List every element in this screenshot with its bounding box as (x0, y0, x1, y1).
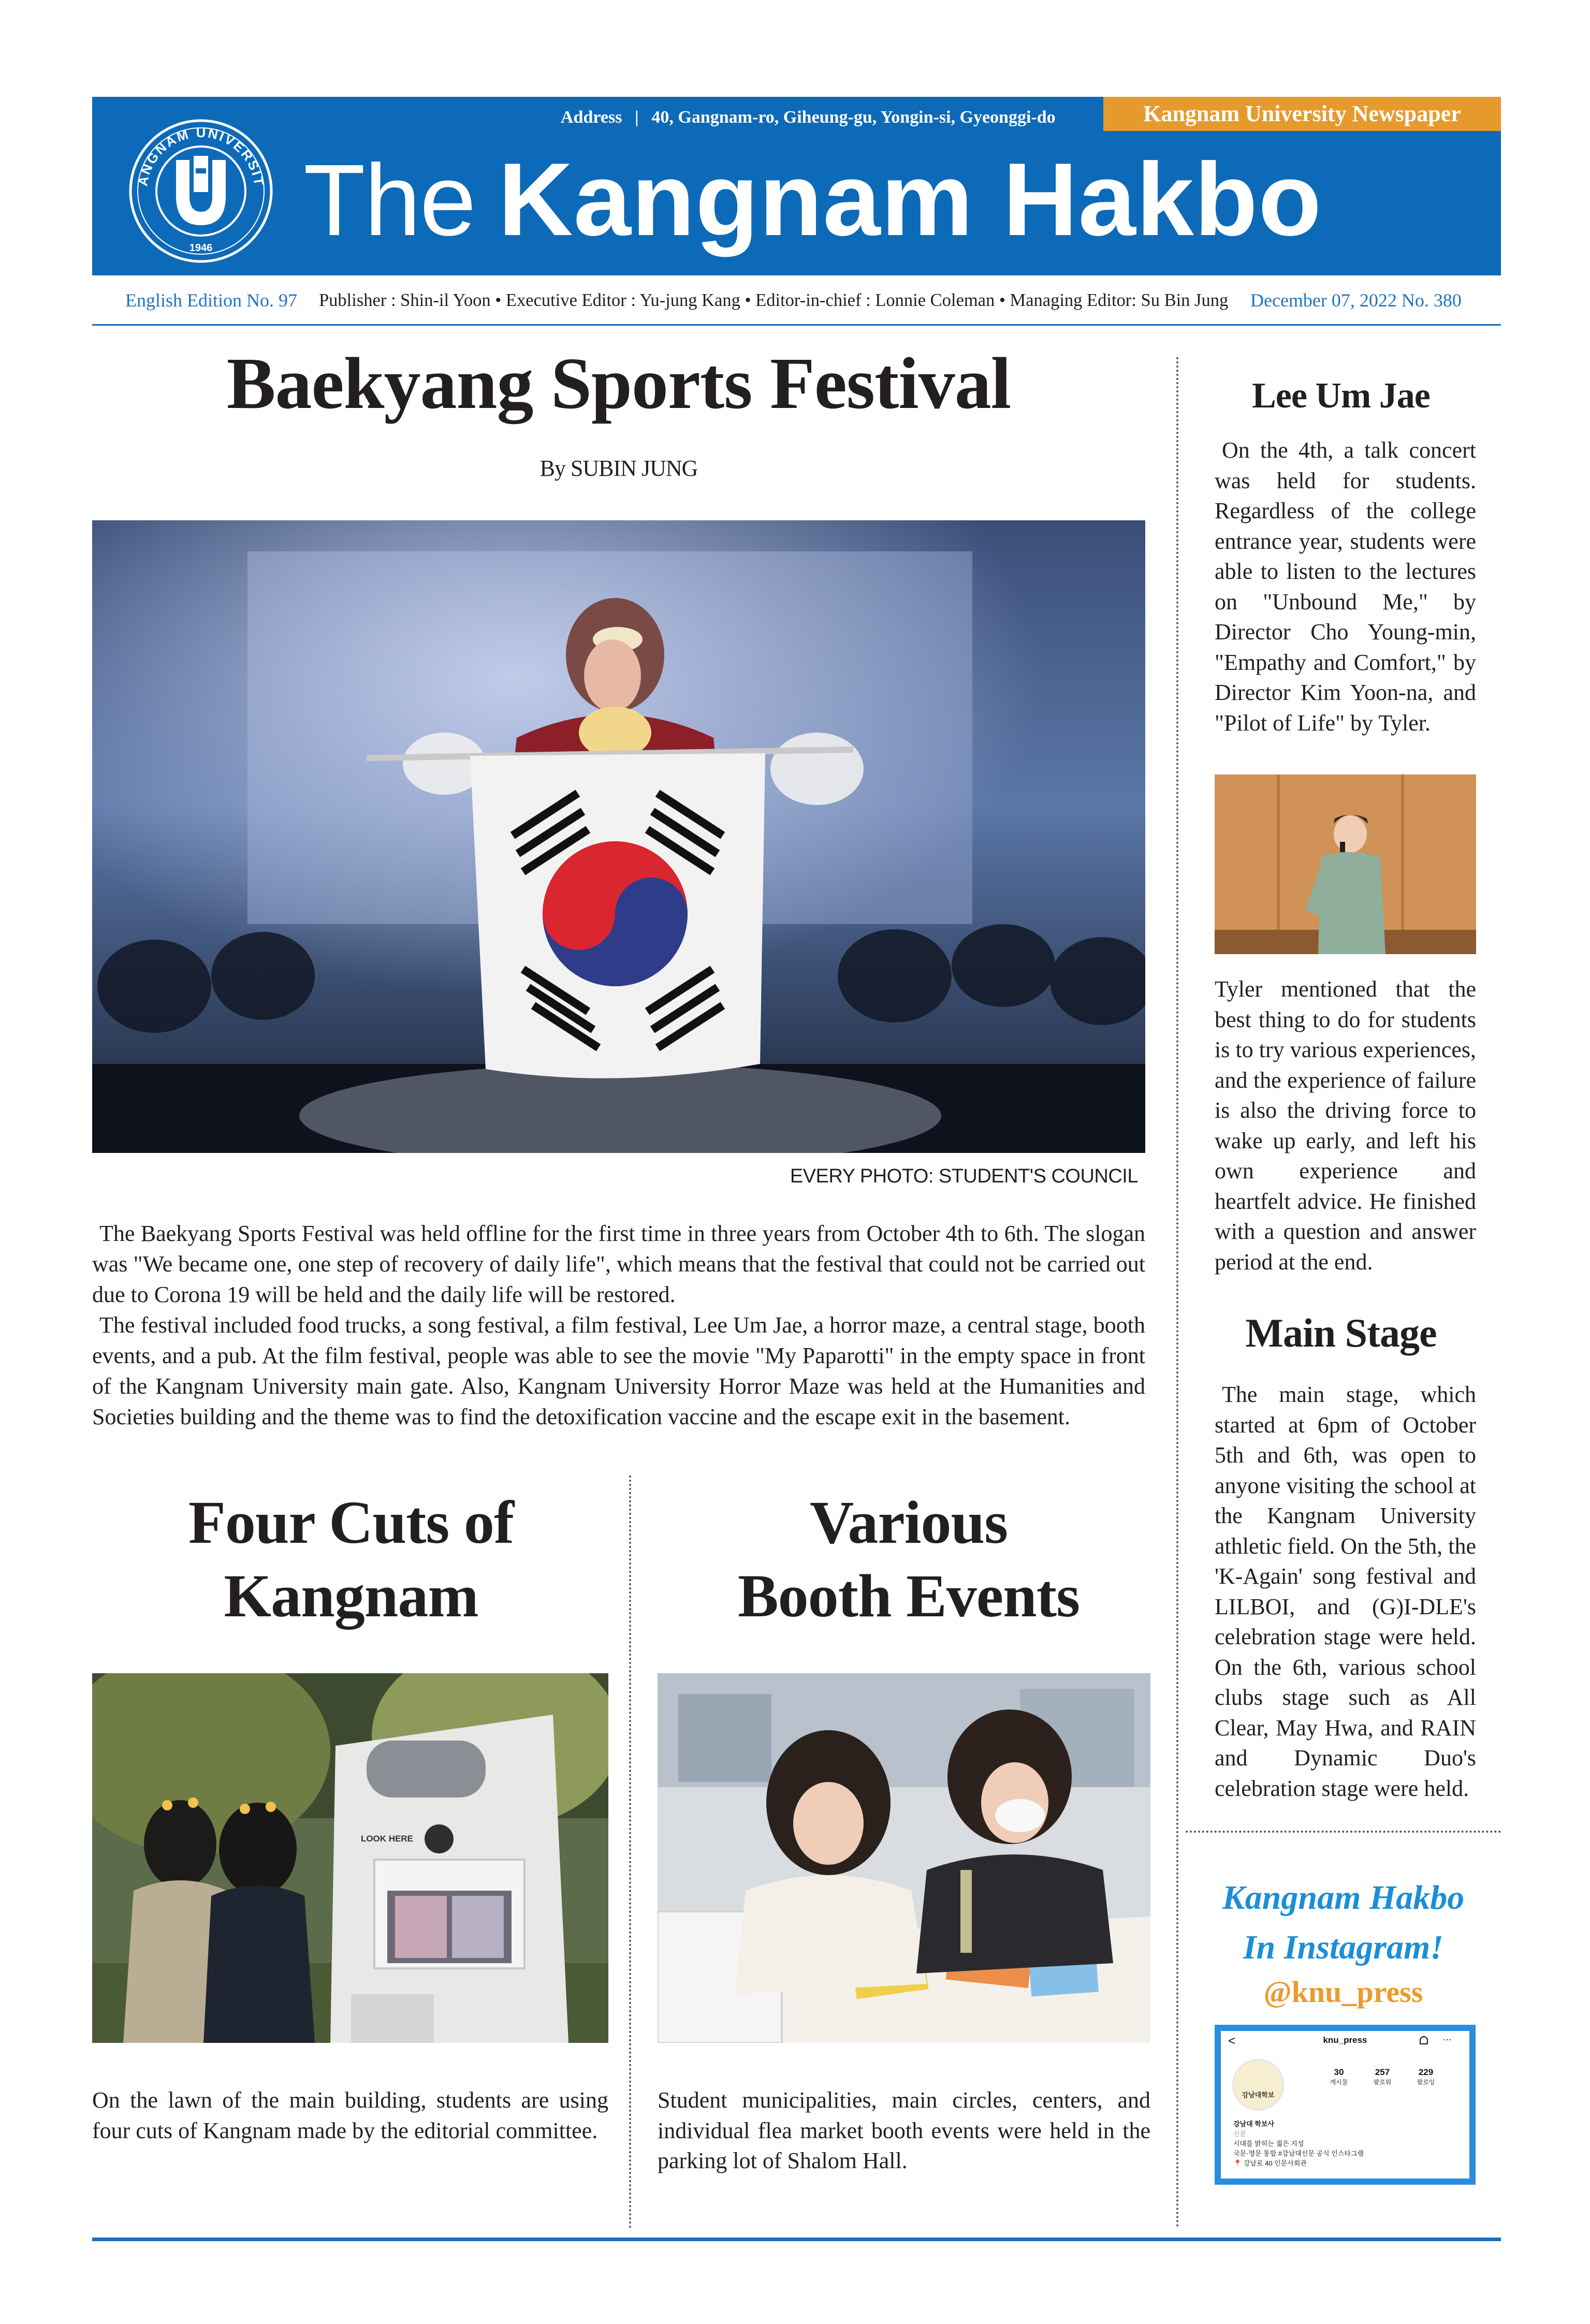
lee-um-jae-photo (1215, 774, 1476, 954)
bottom-rule (92, 2238, 1501, 2241)
address-text: 40, Gangnam-ro, Giheung-gu, Yongin-si, Gyeonggi-do (651, 108, 1056, 127)
booth-events-photo (658, 1673, 1150, 2043)
instagram-avatar-text: 강남대학보 (1242, 2091, 1275, 2099)
instagram-bio (1233, 2119, 1461, 2168)
newspaper-tag (1103, 97, 1501, 131)
university-logo (128, 119, 273, 264)
address-label: Address (561, 108, 622, 127)
four-cuts-caption: On the lawn of the main building, students are using four cuts of Kangnam made by the editorial committee. (92, 2087, 608, 2143)
lee-um-jae-text-2: Tyler mentioned that the best thing to do for students is to try various experiences, and the experience of failure is also the driving force to wake up early, and left his own experience and heartfelt advice. He finished with a question and answer period at the end. (1215, 976, 1476, 1275)
photo-credit: EVERY PHOTO: STUDENT'S COUNCIL (790, 1165, 1138, 1187)
instagram-screenshot[interactable] (1215, 2025, 1476, 2185)
title-the: The (303, 143, 475, 257)
main-article-paragraph-1: The Baekyang Sports Festival was held offline for the first time in three years from October 4th to 6th. The slogan was "We became one, one step of recovery of daily life", which means that the festival that could not be carried out due to Corona 19 will be held and the daily life will be restored. (92, 1221, 1145, 1307)
instagram-avatar (1232, 2059, 1284, 2111)
title-main: Kangnam Hakbo (498, 142, 1322, 257)
instagram-stat-posts (1323, 2067, 1354, 2086)
main-stage-text: The main stage, which started at 6pm of October 5th and 6th, was open to anyone visiting the school at the Kangnam University athletic field. On the 5th, the 'K-Again' song festival and LILBOI, and (G)I-DLE's celebration stage were held. On the 6th, various school clubs stage such as All Clear, May Hwa, and RAIN and Dynamic Duo's celebration stage were held. (1215, 1382, 1476, 1801)
instagram-stat-label: 게시물 (1330, 2079, 1348, 2086)
instagram-bio-line: 국문·영문 통합 #강남대신문 공식 인스타그램 (1233, 2150, 1364, 2157)
instagram-bio-line: 시대를 밝히는 젊은 지성 (1233, 2140, 1304, 2147)
booth-events-caption: Student municipalities, main circles, centers, and individual flea market booth events were held in the parking lot of Shalom Hall. (658, 2087, 1150, 2173)
main-stage-title: Main Stage (1245, 1310, 1437, 1355)
instagram-more-icon: ··· (1442, 2034, 1452, 2044)
instagram-stat-label: 팔로잉 (1417, 2079, 1435, 2086)
photo-booth-image (92, 1673, 608, 2043)
instagram-promo-line1: Kangnam Hakbo (1222, 1879, 1465, 1917)
sidebar-divider (1176, 357, 1178, 2229)
newspaper-tag-label: Kangnam University Newspaper (1143, 101, 1461, 126)
instagram-account-name: knu_press (1323, 2035, 1367, 2045)
booth-sign-text: LOOK HERE (360, 1834, 413, 1844)
info-bar-rule (92, 324, 1501, 326)
instagram-stat-followers[interactable] (1367, 2067, 1398, 2086)
booth-events-title-line1: Various (809, 1488, 1008, 1556)
main-article-byline: By SUBIN JUNG (539, 456, 698, 481)
instagram-stat-value: 257 (1375, 2067, 1390, 2077)
staff-list: Publisher : Shin-il Yoon • Executive Editor : Yu-jung Kang • Editor-in-chief : Lonnie Coleman • Managing Editor: Su Bin Jung (319, 290, 1229, 310)
stage-performance-image (92, 520, 1145, 1153)
logo-ring-text: ANGNAM UNIVERSIT (135, 124, 267, 188)
booth-events-title-line2: Booth Events (737, 1562, 1080, 1630)
main-article-body (92, 1218, 1145, 1432)
four-cuts-title-line2: Kangnam (224, 1562, 478, 1630)
four-cuts-photo (92, 1673, 608, 2043)
lee-um-jae-title: Lee Um Jae (1252, 376, 1430, 416)
lee-um-jae-text-1: On the 4th, a talk concert was held for students. Regardless of the college entrance year, students were able to listen to the lectures on "Unbound Me," by Director Cho Young-min, "Empathy and Comfort," by Director Kim Yoon-na, and "Pilot of Life" by Tyler. (1215, 437, 1476, 736)
instagram-bio-line: 📍 강남로 40 인문사회관 (1233, 2159, 1307, 2167)
instagram-bio-line: 신문 (1233, 2130, 1247, 2138)
instagram-bell-icon (1420, 2036, 1428, 2044)
booth-events-title (658, 1486, 1160, 1633)
newspaper-title (303, 135, 1322, 265)
instagram-stat-following[interactable] (1410, 2067, 1441, 2086)
edition-number: English Edition No. 97 (125, 290, 297, 311)
instagram-bio-name: 강남대 학보사 (1233, 2120, 1274, 2128)
main-article-title: Baekyang Sports Festival (226, 342, 1011, 424)
address-line (561, 102, 1056, 133)
masthead (92, 97, 1501, 275)
booth-students-image (658, 1673, 1150, 2043)
university-seal-icon (128, 119, 273, 264)
issue-date: December 07, 2022 No. 380 (1250, 290, 1462, 311)
logo-year: 1946 (189, 242, 213, 254)
festival-stage-photo (92, 520, 1145, 1153)
instagram-promo (1186, 1873, 1501, 2012)
instagram-stat-value: 30 (1334, 2067, 1344, 2077)
four-cuts-title-line1: Four Cuts of (188, 1488, 514, 1556)
instagram-stat-label: 팔로워 (1373, 2079, 1392, 2086)
speaker-lecture-image (1215, 774, 1476, 954)
instagram-handle[interactable]: @knu_press (1263, 1975, 1423, 2009)
info-bar (92, 282, 1501, 318)
instagram-stat-value: 229 (1418, 2067, 1434, 2077)
instagram-promo-line2: In Instagram! (1243, 1928, 1443, 1966)
instagram-back-icon: < (1228, 2034, 1236, 2048)
four-cuts-title (92, 1486, 610, 1633)
main-article-paragraph-2: The festival included food trucks, a song festival, a film festival, Lee Um Jae, a horror maze, a central stage, booth events, and a pub. At the film festival, people was able to see the movie "My Paparotti" in the empty space in front of the Kangnam University main gate. Also, Kangnam University Horror Maze was held at the Humanities and Societies building and the theme was to find the detoxification vaccine and the escape exit in the basement. (92, 1312, 1145, 1429)
sidebar-separator (1186, 1831, 1501, 1833)
instagram-profile-card (1221, 2031, 1469, 2179)
address-separator: | (635, 108, 639, 127)
bottom-columns-divider (629, 1475, 631, 2229)
